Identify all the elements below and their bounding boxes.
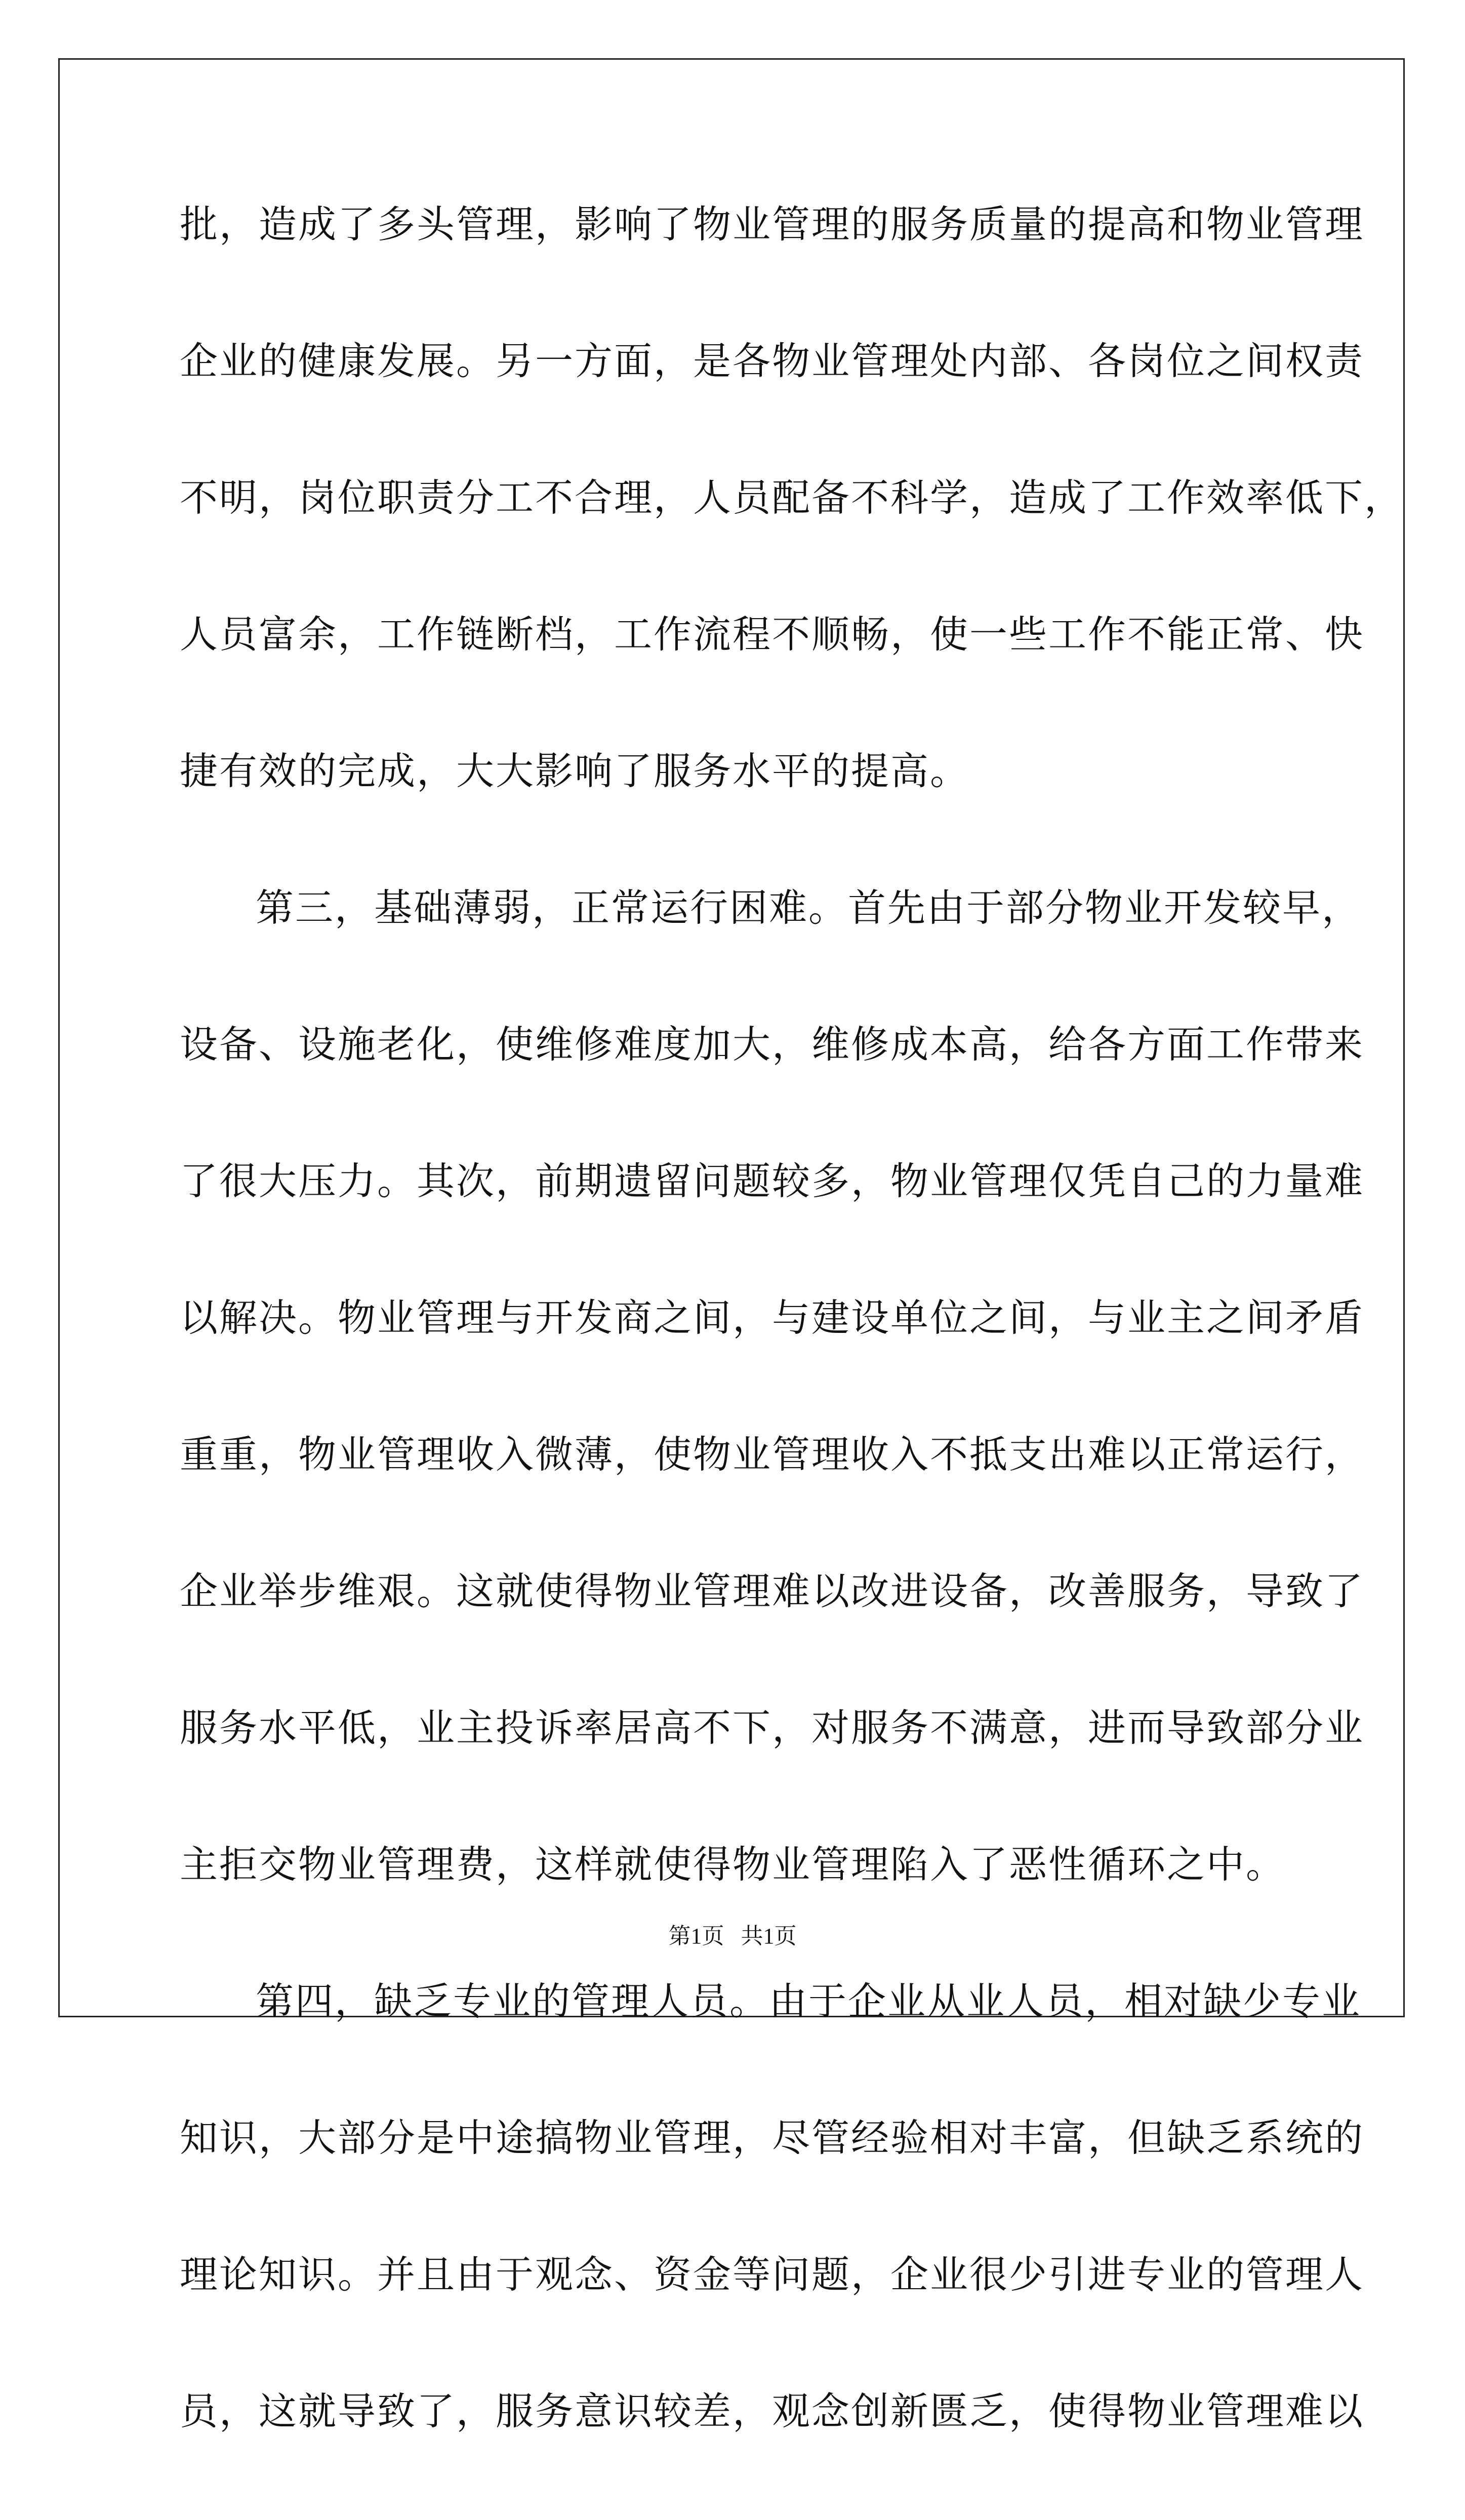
page-footer: 第1页 共1页 (668, 1924, 797, 1948)
text-line: 理论知识。并且由于观念、资金等问题，企业很少引进专业的管理人 (180, 2252, 1365, 2297)
text-line: 以解决。物业管理与开发商之间，与建设单位之间，与业主之间矛盾 (180, 1295, 1365, 1340)
text-line: 不明，岗位职责分工不合理，人员配备不科学，造成了工作效率低下， (180, 475, 1404, 520)
text-line: 企业举步维艰。这就使得物业管理难以改进设备，改善服务，导致了 (180, 1569, 1365, 1613)
text-line: 重重，物业管理收入微薄，使物业管理收入不抵支出难以正常运行， (180, 1432, 1365, 1477)
text-line: 知识，大部分是中途搞物业管理，尽管经验相对丰富，但缺乏系统的 (180, 2116, 1365, 2160)
text-line: 服务水平低，业主投诉率居高不下，对服务不满意，进而导致部分业 (180, 1705, 1365, 1750)
paragraph-third-start: 第三，基础薄弱，正常运行困难。首先由于部分物业开发较早， (256, 885, 1362, 930)
text-line: 设备、设施老化，使维修难度加大，维修成本高，给各方面工作带来 (180, 1022, 1365, 1067)
text-line: 人员富余，工作链断档，工作流程不顺畅，使一些工作不能正常、快 (180, 612, 1365, 657)
text-line: 主拒交物业管理费，这样就使得物业管理陷入了恶性循环之中。 (180, 1842, 1286, 1887)
text-line: 了很大压力。其次，前期遗留问题较多，物业管理仅凭自己的力量难 (180, 1159, 1365, 1203)
document-body (180, 196, 1404, 2520)
text-line: 员，这就导致了，服务意识较差，观念创新匮乏，使得物业管理难以 (180, 2389, 1365, 2433)
paragraph-fourth-start: 第四，缺乏专业的管理人员。由于企业从业人员，相对缺少专业 (256, 1979, 1362, 2023)
text-line: 捷有效的完成，大大影响了服务水平的提高。 (180, 749, 970, 793)
text-line: 批，造成了多头管理，影响了物业管理的服务质量的提高和物业管理 (180, 202, 1365, 247)
text-line: 企业的健康发展。另一方面，是各物业管理处内部、各岗位之间权责 (180, 339, 1365, 383)
